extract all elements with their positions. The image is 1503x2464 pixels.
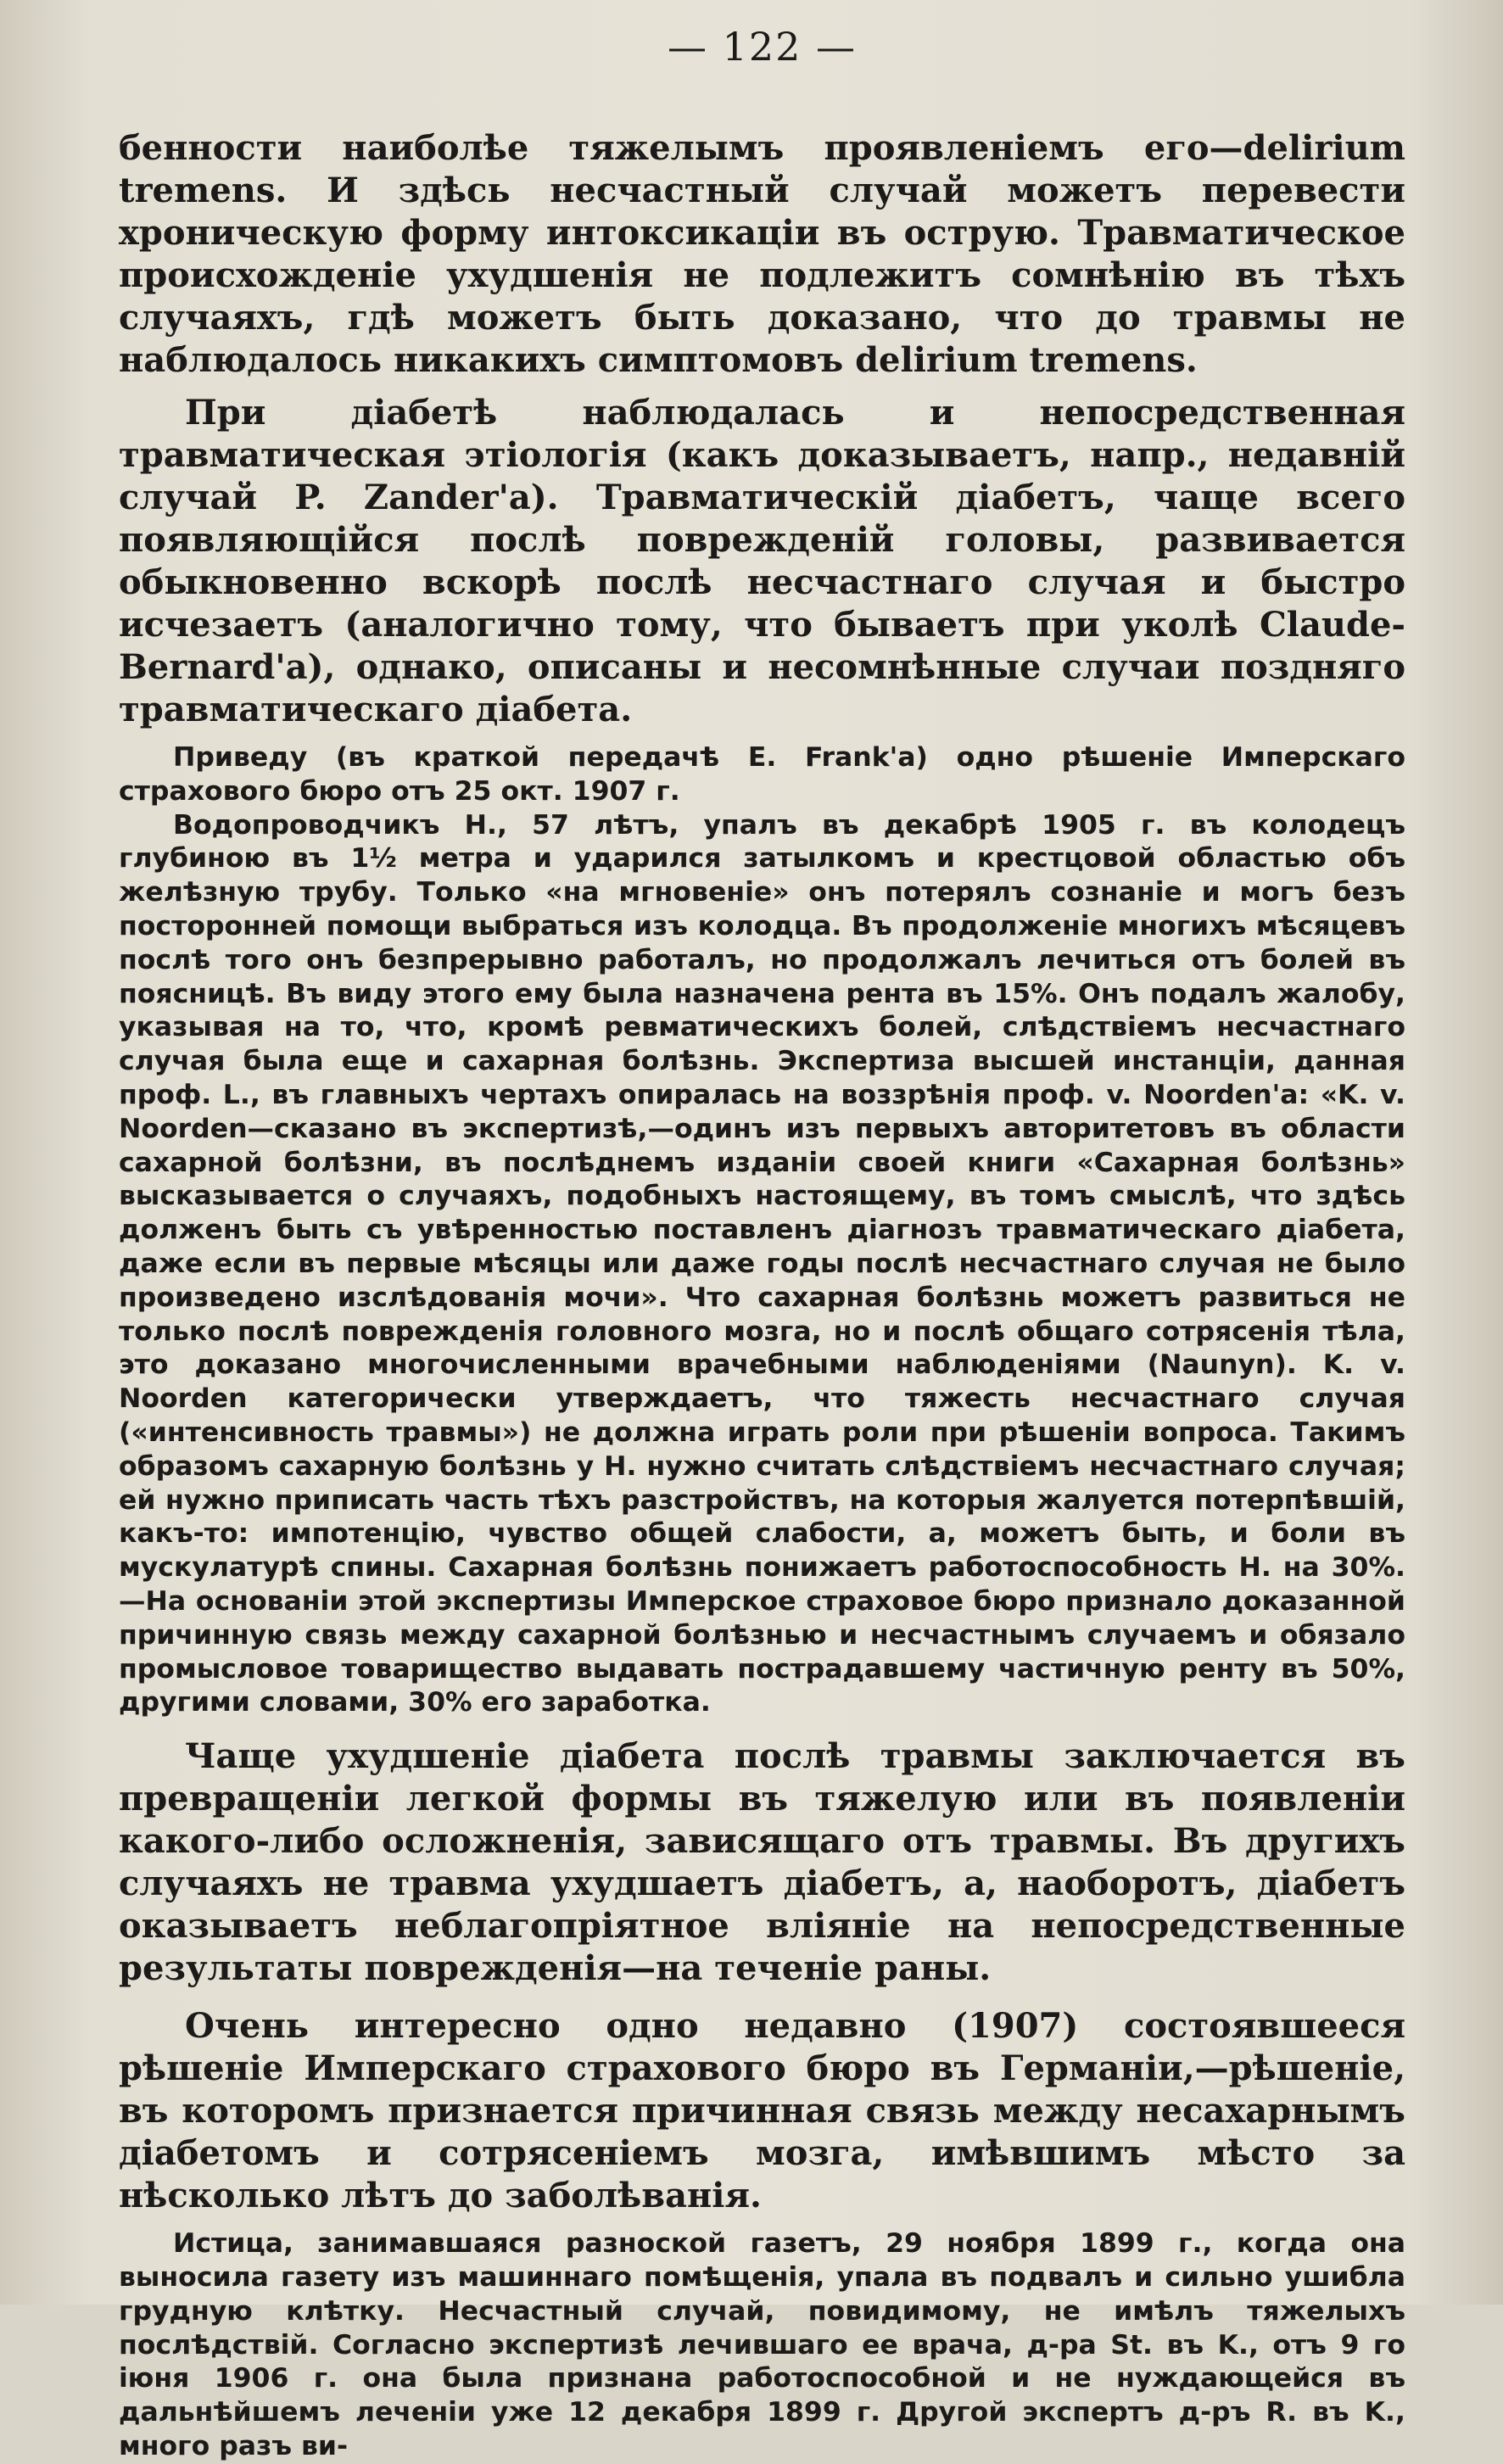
paragraph-imperial-decision: Очень интересно одно недавно (1907) состоявшееся рѣшеніе Имперскаго страхового бюро въ Германіи,—рѣшеніе, въ которомъ признается причинная связь между несахарнымъ діабетомъ и сотрясеніемъ мозга, имѣвшимъ мѣсто за нѣсколько лѣтъ до заболѣванія. — [119, 2006, 1405, 2216]
case-intro: Приведу (въ краткой передачѣ E. Frank'a) одно рѣшеніе Имперскаго страхового бюро отъ 25 окт. 1907 г. — [119, 742, 1405, 807]
case-newspaper-carrier: Истица, занимавшаяся разноской газетъ, 29 ноября 1899 г., когда она выносила газету изъ машиннаго помѣщенія, упала въ подвалъ и сильно ушибла грудную клѣтку. Несчастный случай, повидимому, не имѣлъ тяжелыхъ послѣдствій. Согласно экспертизѣ лечившаго ее врача, д-ра St. въ K., отъ 9 го іюня 1906 г. она была признана работоспособной и не нуждающейся въ дальнѣйшемъ леченіи уже 12 декабря 1899 г. Другой экспертъ д-ръ R. въ K., много разъ ви- — [119, 2228, 1405, 2461]
paragraph-worsening: Чаще ухудшеніе діабета послѣ травмы заключается въ превращеніи легкой формы въ тяжелую или въ появленіи какого-либо осложненія, зависящаго отъ травмы. Въ другихъ случаяхъ не травма ухудшаетъ діабетъ, а, наоборотъ, діабетъ оказываетъ неблагопріятное вліяніе на непосредственные результаты поврежденія—на теченіе раны. — [119, 1736, 1405, 1989]
page-number: — 122 — — [667, 24, 858, 70]
case-plumber: Водопроводчикъ H., 57 лѣтъ, упалъ въ декабрѣ 1905 г. въ колодецъ глубиною въ 1½ метра и ударился затылкомъ и крестцовой областью объ желѣзную трубу. Только «на мгновеніе» онъ потерялъ сознаніе и могъ безъ посторонней помощи выбраться изъ колодца. Въ продолженіе многихъ мѣсяцевъ послѣ того онъ безпрерывно работалъ, но продолжалъ лечиться отъ болей въ поясницѣ. Въ виду этого ему была назначена рента въ 15%. Онъ подалъ жалобу, указывая на то, что, кромѣ ревматическихъ болей, слѣдствіемъ несчастнаго случая была еще и сахарная болѣзнь. Экспертиза высшей инстанціи, данная проф. L., въ главныхъ чертахъ опиралась на воззрѣнія проф. v. Noorden'a: «K. v. Noorden—сказано въ экспертизѣ,—одинъ изъ первыхъ авторитетовъ въ области сахарной болѣзни, въ послѣднемъ изданіи своей книги «Сахарная болѣзнь» высказывается о случаяхъ, подобныхъ настоящему, въ томъ смыслѣ, что здѣсь долженъ быть съ увѣренностью поставленъ діагнозъ травматическаго діабета, даже если въ первые мѣсяцы или даже годы послѣ несчастнаго случая не было произведено изслѣдованія мочи». Что сахарная болѣзнь можетъ развиться не только послѣ поврежденія головного мозга, но и послѣ общаго сотрясенія тѣла, это доказано многочисленными врачебными наблюденіями (Naunyn). K. v. Noorden категорически утверждаетъ, что тяжесть несчастнаго случая («интенсивность травмы») не должна играть роли при рѣшеніи вопроса. Такимъ образомъ сахарную болѣзнь у H. нужно считать слѣдствіемъ несчастнаго случая; ей нужно приписать часть тѣхъ разстройствъ, на которыя жалуется потерпѣвшій, какъ-то: импотенцію, чувство общей слабости, а, можетъ быть, и боли въ мускулатурѣ спины. Сахарная болѣзнь понижаетъ работоспособность H. на 30%.—На основаніи этой экспертизы Имперское страховое бюро признало доказанной причинную связь между сахарной болѣзнью и несчастнымъ случаемъ и обязало промысловое товарищество выдавать пострадавшему частичную ренту въ 50%, другими словами, 30% его заработка. — [119, 809, 1405, 1718]
paragraph-diabetes-etiology: При діабетѣ наблюдалась и непосредственная травматическая этіологія (какъ доказываетъ, напр., недавній случай P. Zander'a). Травматическій діабетъ, чаще всего появляющійся послѣ поврежденій головы, развивается обыкновенно вскорѣ послѣ несчастнаго случая и быстро исчезаетъ (аналогично тому, что бываетъ при уколѣ Claude-Bernard'a), однако, описаны и несомнѣнные случаи поздняго травматическаго діабета. — [119, 393, 1405, 729]
paragraph-delirium: бенности наиболѣе тяжелымъ проявленіемъ его—delirium tremens. И здѣсь несчастный случай можетъ перевести хроническую форму интоксикаціи въ острую. Травматическое происхожденіе ухудшенія не подлежитъ сомнѣнію въ тѣхъ случаяхъ, гдѣ можетъ быть доказано, что до травмы не наблюдалось никакихъ симптомовъ delirium tremens. — [119, 128, 1405, 380]
